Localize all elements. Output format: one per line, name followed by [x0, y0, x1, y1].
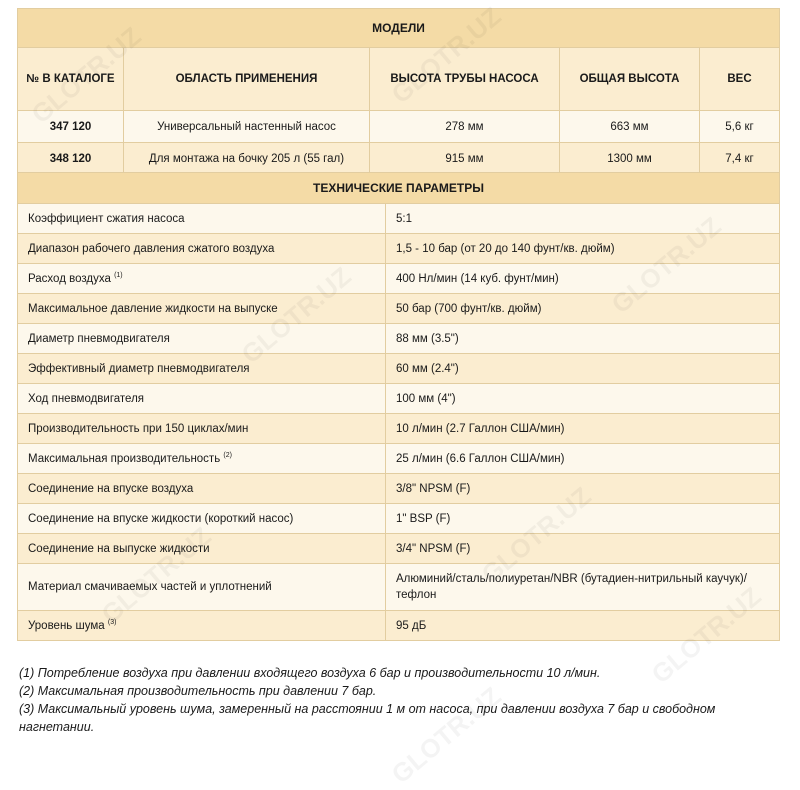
param-label-text: Максимальное давление жидкости на выпуске — [28, 302, 278, 315]
param-label — [18, 234, 386, 264]
param-label-text: Ход пневмодвигателя — [28, 392, 145, 405]
param-label — [18, 354, 386, 384]
param-row — [18, 414, 780, 444]
application: Для монтажа на бочку 205 л (55 гал) — [124, 143, 370, 175]
tech-params-table — [17, 172, 780, 641]
header-pipe-height: ВЫСОТА ТРУБЫ НАСОСА — [370, 48, 560, 111]
weight: 7,4 кг — [700, 143, 780, 175]
tech-title: ТЕХНИЧЕСКИЕ ПАРАМЕТРЫ — [18, 173, 780, 204]
param-value: 88 мм (3.5") — [386, 324, 780, 354]
footnotes — [19, 664, 759, 736]
table-row — [18, 111, 780, 143]
param-label — [18, 414, 386, 444]
catalog-number: 348 120 — [18, 143, 124, 175]
application: Универсальный настенный насос — [124, 111, 370, 143]
param-row — [18, 504, 780, 534]
param-value: 400 Нл/мин (14 куб. фунт/мин) — [386, 264, 780, 294]
param-value: 95 дБ — [386, 611, 780, 641]
param-label — [18, 264, 386, 294]
param-row — [18, 204, 780, 234]
param-row — [18, 444, 780, 474]
param-row — [18, 264, 780, 294]
param-row — [18, 384, 780, 414]
param-label — [18, 504, 386, 534]
param-value: 60 мм (2.4") — [386, 354, 780, 384]
param-label — [18, 204, 386, 234]
footnote-ref: (2) — [223, 452, 232, 460]
footnote: (3) Максимальный уровень шума, замеренный на расстоянии 1 м от насоса, при давлении воздуха 7 бар и свободном нагнетании. — [19, 702, 716, 734]
param-label-text: Расход воздуха — [28, 272, 111, 285]
header-weight: ВЕС — [700, 48, 780, 111]
weight: 5,6 кг — [700, 111, 780, 143]
param-label-text: Уровень шума — [28, 619, 105, 632]
param-value: 5:1 — [386, 204, 780, 234]
pipe-height: 278 мм — [370, 111, 560, 143]
param-label — [18, 324, 386, 354]
param-label-text: Эффективный диаметр пневмодвигателя — [28, 362, 250, 375]
param-value: 1" BSP (F) — [386, 504, 780, 534]
param-label-text: Производительность при 150 циклах/мин — [28, 422, 249, 435]
param-label-text: Соединение на впуске воздуха — [28, 482, 194, 495]
param-label — [18, 294, 386, 324]
pipe-height: 915 мм — [370, 143, 560, 175]
param-row — [18, 234, 780, 264]
param-label-text: Материал смачиваемых частей и уплотнений — [28, 581, 272, 593]
param-row — [18, 354, 780, 384]
param-value: 3/8" NPSM (F) — [386, 474, 780, 504]
param-row — [18, 294, 780, 324]
param-label — [18, 564, 386, 611]
param-label-text: Соединение на впуске жидкости (короткий насос) — [28, 512, 294, 525]
table-row — [18, 143, 780, 175]
total-height: 663 мм — [560, 111, 700, 143]
footnote-ref: (3) — [107, 619, 117, 627]
models-title: МОДЕЛИ — [18, 9, 780, 48]
param-value: 100 мм (4") — [386, 384, 780, 414]
param-row — [18, 324, 780, 354]
footnote: (1) Потребление воздуха при давлении входящего воздуха 6 бар и производительности 10 л/мин. — [19, 666, 601, 680]
param-value: 10 л/мин (2.7 Галлон США/мин) — [386, 414, 780, 444]
footnote-ref: (1) — [114, 272, 123, 280]
param-label — [18, 474, 386, 504]
param-label — [18, 444, 386, 474]
header-catalog: № В КАТАЛОГЕ — [18, 48, 124, 111]
param-value: 1,5 - 10 бар (от 20 до 140 фунт/кв. дюйм) — [386, 234, 780, 264]
param-row — [18, 611, 780, 641]
header-total-height: ОБЩАЯ ВЫСОТА — [560, 48, 700, 111]
models-table — [17, 8, 780, 175]
param-label-text: Диаметр пневмодвигателя — [28, 332, 170, 345]
footnote: (2) Максимальная производительность при давлении 7 бар. — [19, 684, 377, 698]
models-header-row — [18, 48, 780, 111]
param-label-text: Коэффициент сжатия насоса — [28, 212, 185, 225]
param-value: 25 л/мин (6.6 Галлон США/мин) — [386, 444, 780, 474]
param-row — [18, 474, 780, 504]
param-label — [18, 611, 386, 641]
param-value: Алюминий/сталь/полиуретан/NBR (бутадиен-нитрильный каучук)/тефлон — [386, 564, 780, 611]
param-value: 3/4" NPSM (F) — [386, 534, 780, 564]
param-value: 50 бар (700 фунт/кв. дюйм) — [386, 294, 780, 324]
param-row — [18, 534, 780, 564]
total-height: 1300 мм — [560, 143, 700, 175]
param-label-text: Максимальная производительность — [28, 452, 221, 465]
header-application: ОБЛАСТЬ ПРИМЕНЕНИЯ — [124, 48, 370, 111]
param-row — [18, 564, 780, 611]
catalog-number: 347 120 — [18, 111, 124, 143]
param-label — [18, 534, 386, 564]
param-label — [18, 384, 386, 414]
param-label-text: Соединение на выпуске жидкости — [28, 542, 210, 555]
param-label-text: Диапазон рабочего давления сжатого воздуха — [28, 242, 275, 255]
